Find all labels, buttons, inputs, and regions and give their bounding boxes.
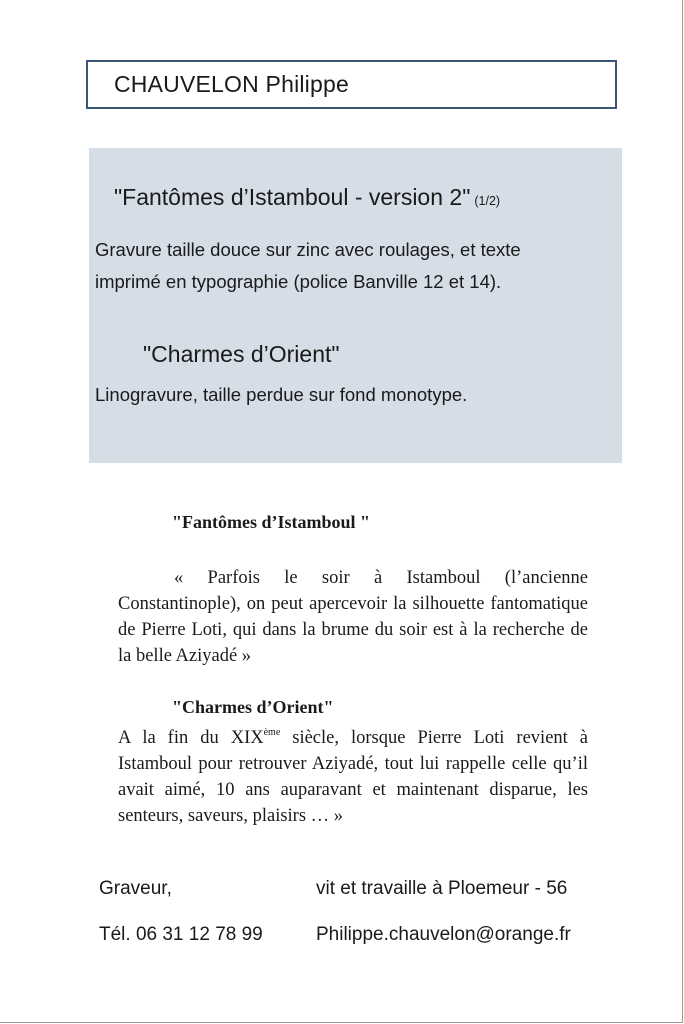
artist-name-box <box>86 60 617 109</box>
poem-2-superscript: ème <box>263 727 281 738</box>
footer-location: vit et travaille à Ploemeur - 56 <box>316 878 568 899</box>
footer-email: Philippe.chauvelon@orange.fr <box>316 924 571 945</box>
footer-role: Graveur, <box>99 878 172 899</box>
artwork-desc-2: Linogravure, taille perdue sur fond monotype. <box>95 384 468 405</box>
footer-phone: Tél. 06 31 12 78 99 <box>99 924 263 945</box>
artwork-info-panel <box>89 148 622 463</box>
artwork-desc-1-line-2: imprimé en typographie (police Banville 12 et 14). <box>95 271 502 292</box>
artwork-title-2: "Charmes d’Orient" <box>143 341 340 367</box>
artwork-title-1-part: (1/2) <box>474 194 501 208</box>
poem-2-heading: "Charmes d’Orient" <box>172 697 334 717</box>
poem-2-text <box>118 725 588 829</box>
artist-name: CHAUVELON Philippe <box>114 71 349 97</box>
artwork-desc-1-line-1: Gravure taille douce sur zinc avec roulages, et texte <box>95 239 521 260</box>
artwork-title-1-text: "Fantômes d’Istamboul - version 2" <box>114 184 471 210</box>
artwork-title-1 <box>114 184 500 211</box>
poem-1-text: « Parfois le soir à Istamboul (l’ancienne Constantinople), on peut apercevoir la silhouette fantomatique de Pierre Loti, qui dans la brume du soir est à la recherche de la belle Aziyadé » <box>118 568 588 666</box>
poem-1-heading: "Fantômes d’Istamboul " <box>172 512 370 532</box>
poem-2-text-start: A la fin du XIX <box>118 728 264 748</box>
poem-2-text-end: siècle, lorsque Pierre Loti revient à Istamboul pour retrouver Aziyadé, tout lui rappelle celle qu’il avait aimé, 10 ans auparavant et maintenant disparue, les senteurs, saveurs, plaisirs … » <box>118 728 589 826</box>
